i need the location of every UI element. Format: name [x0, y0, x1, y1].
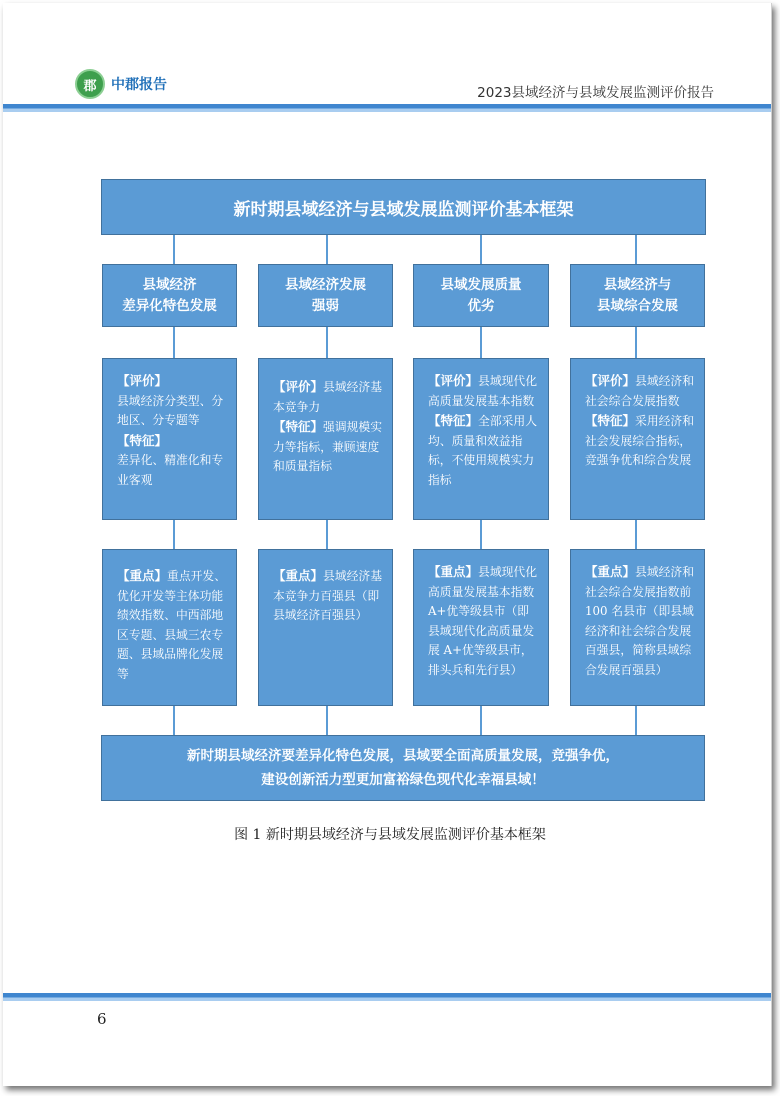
conclusion-line-1: 新时期县域经济要差异化特色发展，县域要全面高质量发展，竞强争优，	[187, 748, 619, 764]
focus-text: 县域经济基本竞争力百强县（即县域经济百强县）	[273, 569, 383, 622]
diagram-title: 新时期县域经济与县域发展监测评价基本框架	[101, 179, 706, 235]
detail-text: 全部采用人均、质量和效益指标，不使用规模实力指标	[428, 414, 538, 487]
connector	[635, 520, 637, 549]
connector	[173, 520, 175, 549]
logo	[75, 69, 167, 99]
column-head-strength: 县域经济发展 强弱	[258, 264, 393, 327]
focus-text: 重点开发、优化开发等主体功能绩效指数、中西部地区专题、县域三农专题、县域品牌化发展等	[117, 569, 227, 681]
tag-evaluation: 【评价】	[428, 373, 479, 388]
detail-box	[570, 358, 705, 520]
page-number: 6	[97, 1010, 107, 1028]
focus-box	[413, 549, 549, 706]
header-divider	[3, 104, 771, 112]
connector	[635, 706, 637, 735]
tag-focus: 【重点】	[273, 568, 324, 583]
focus-text: 县域经济和社会综合发展指数前 100 名县市（即县域经济和社会综合发展百强县，简称县域综合发展百强县）	[585, 565, 695, 677]
detail-text: 强调规模实力等指标，兼顾速度和质量指标	[273, 420, 383, 473]
focus-box	[570, 549, 705, 706]
connector	[480, 706, 482, 735]
tag-focus: 【重点】	[117, 568, 168, 583]
connector	[173, 235, 175, 264]
tag-feature: 【特征】	[585, 413, 636, 428]
focus-box	[102, 549, 237, 706]
detail-text: 县域现代化高质量发展基本指数	[428, 374, 538, 408]
document-page	[3, 3, 772, 1086]
connector	[326, 706, 328, 735]
connector	[635, 235, 637, 264]
column-head-comprehensive: 县域经济与 县域综合发展	[570, 264, 705, 327]
figure-caption: 图 1 新时期县域经济与县域发展监测评价基本框架	[234, 827, 546, 843]
detail-text: 县域经济分类型、分地区、分专题等	[117, 393, 224, 427]
connector	[480, 235, 482, 264]
detail-text: 县域经济和社会综合发展指数	[585, 374, 695, 408]
tag-feature: 【特征】	[117, 432, 168, 448]
connector	[326, 235, 328, 264]
connector	[635, 327, 637, 358]
column-head-differentiation: 县域经济 差异化特色发展	[102, 264, 237, 327]
report-title: 2023县域经济与县域发展监测评价报告	[477, 85, 714, 101]
detail-text: 县域经济基本竞争力	[273, 380, 383, 414]
focus-box	[258, 549, 393, 706]
detail-box	[258, 358, 393, 520]
detail-box	[102, 358, 237, 520]
tag-feature: 【特征】	[273, 419, 324, 434]
tag-evaluation: 【评价】	[585, 373, 636, 388]
detail-text: 采用经济和社会发展综合指标，竞强争优和综合发展	[585, 414, 695, 467]
tag-evaluation: 【评价】	[117, 373, 168, 388]
detail-text: 差异化、精准化和专业客观	[117, 453, 224, 487]
tag-feature: 【特征】	[428, 413, 479, 428]
logo-emblem-icon: 郡	[75, 69, 105, 99]
logo-text: 中郡报告	[111, 77, 167, 93]
footer-divider	[3, 993, 771, 1001]
connector	[173, 706, 175, 735]
connector	[173, 327, 175, 358]
tag-focus: 【重点】	[428, 564, 479, 579]
focus-text: 县域现代化高质量发展基本指数 A+优等级县市（即县域现代化高质量发展 A+优等级县市，排头兵和先行县）	[428, 565, 538, 677]
tag-evaluation: 【评价】	[273, 379, 324, 394]
connector	[480, 520, 482, 549]
conclusion-line-2: 建设创新活力型更加富裕绿色现代化幸福县域！	[261, 772, 545, 788]
tag-focus: 【重点】	[585, 564, 636, 579]
detail-box	[413, 358, 549, 520]
connector	[480, 327, 482, 358]
conclusion-box	[101, 735, 705, 801]
column-head-quality: 县域发展质量 优劣	[413, 264, 549, 327]
connector	[326, 520, 328, 549]
connector	[326, 327, 328, 358]
